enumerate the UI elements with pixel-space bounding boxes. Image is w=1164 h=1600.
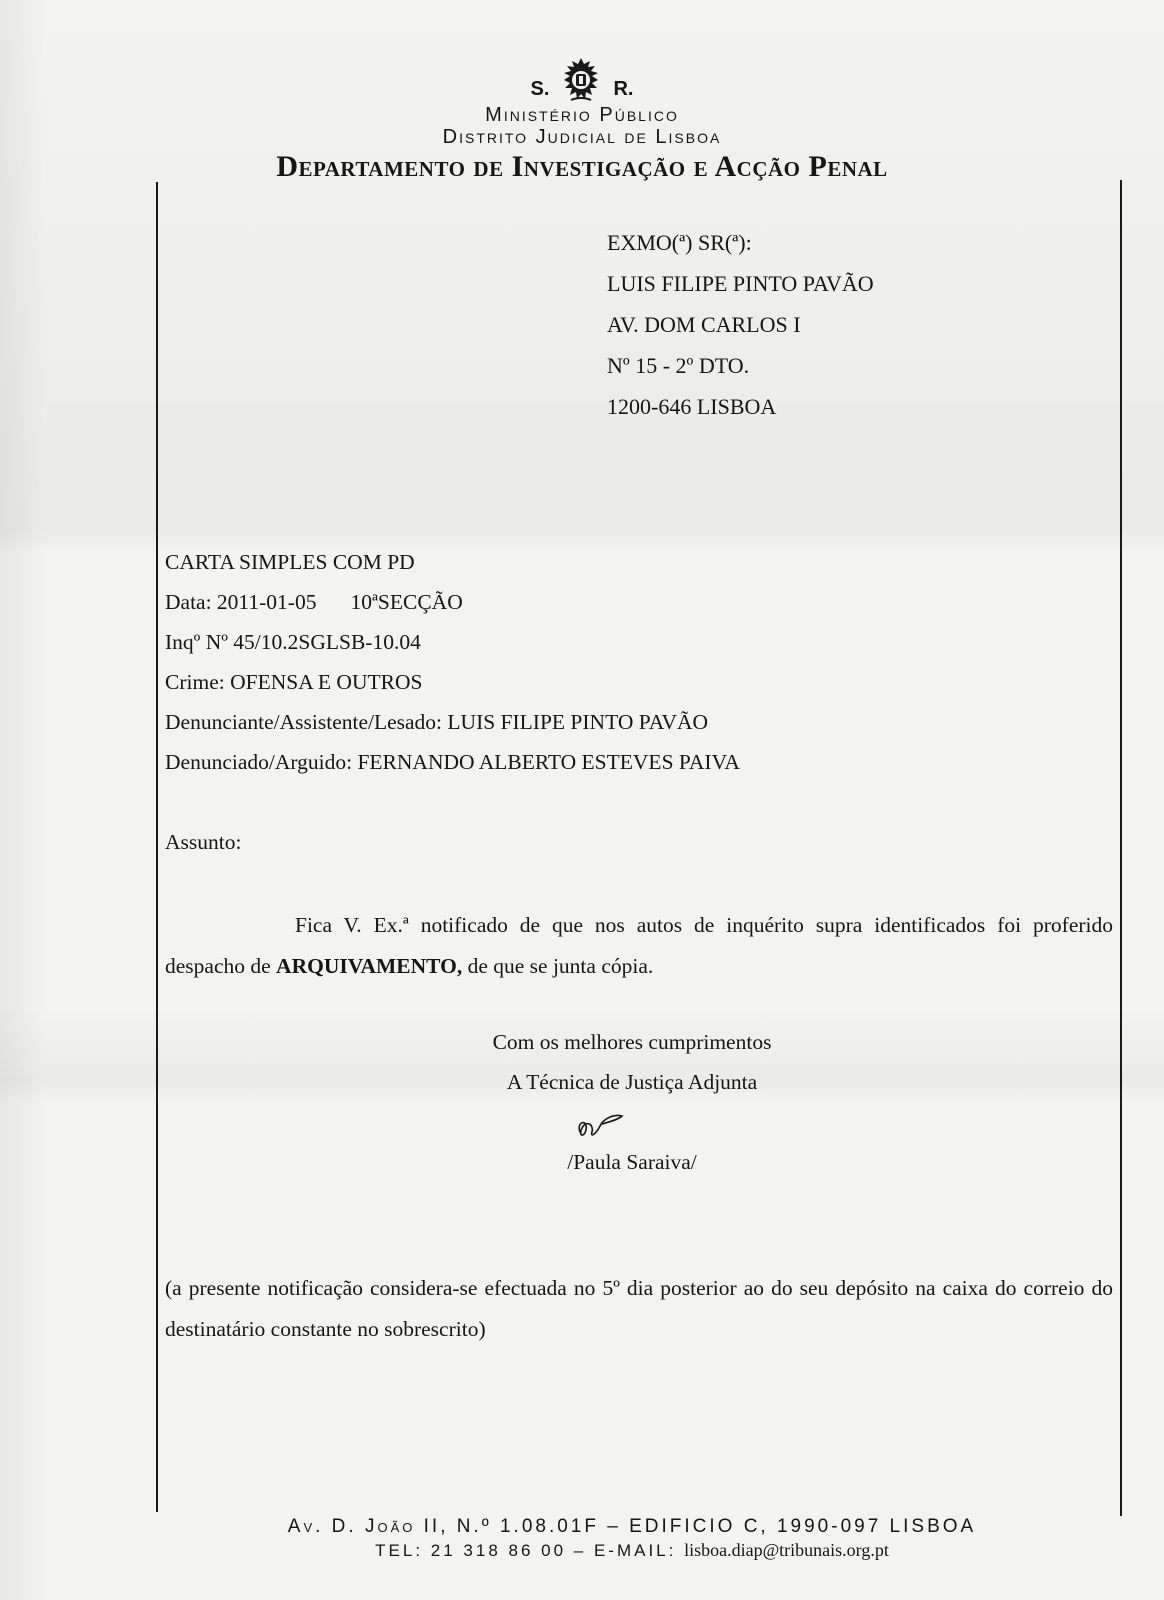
recipient-number: Nº 15 - 2º DTO.	[607, 353, 750, 378]
recipient-postal-code: 1200-646 LISBOA	[607, 394, 777, 419]
letterhead-crest-row	[0, 56, 1164, 104]
letter-date: Data: 2011-01-05	[165, 590, 317, 614]
accused: Denunciado/Arguido: FERNANDO ALBERTO ESTEVES PAIVA	[165, 750, 740, 774]
footer-address: Av. D. João II, N.º 1.08.01F – EDIFICIO C, 1990-097 LISBOA	[287, 1516, 977, 1537]
section-label: 10ªSECÇÃO	[350, 590, 463, 614]
signer-name: /Paula Saraiva/	[567, 1150, 697, 1174]
judicial-district: Distrito Judicial de Lisboa	[442, 126, 722, 148]
body-text-part1: Fica V. Ex.ª notificado de que nos autos de inquérito supra identificados foi proferido despacho de	[165, 913, 1113, 978]
crime-type: Crime: OFENSA E OUTROS	[165, 670, 423, 694]
subject-label: Assunto:	[165, 830, 242, 854]
recipient-street: AV. DOM CARLOS I	[607, 312, 801, 337]
footer-contact	[0, 1540, 1164, 1561]
handwritten-signature-icon	[574, 1108, 628, 1142]
letter-type: CARTA SIMPLES COM PD	[165, 550, 415, 574]
complainant: Denunciante/Assistente/Lesado: LUIS FILIPE PINTO PAVÃO	[165, 710, 709, 734]
coat-of-arms-icon	[557, 56, 605, 104]
recipient-name: LUIS FILIPE PINTO PAVÃO	[607, 271, 874, 296]
left-margin-rule	[156, 182, 158, 1512]
signer-title: A Técnica de Justiça Adjunta	[506, 1070, 758, 1094]
closing-greeting: Com os melhores cumprimentos	[492, 1030, 772, 1054]
case-details	[165, 542, 740, 782]
inquiry-number: Inqº Nº 45/10.2SGLSB-10.04	[165, 630, 421, 654]
right-margin-rule	[1120, 180, 1122, 1516]
body-bold-decision: ARQUIVAMENTO,	[276, 954, 463, 978]
department-title: Departamento de Investigação e Acção Penal	[276, 150, 888, 183]
letterhead-left-letter: S.	[530, 77, 550, 100]
notification-note: (a presente notificação considera-se efectuada no 5º dia posterior ao do seu depósito na caixa do correio do destinatário constante no sobrescrito)	[165, 1276, 1113, 1341]
recipient-salutation: EXMO(ª) SR(ª):	[607, 230, 752, 255]
letterhead-right-letter: R.	[613, 77, 634, 100]
footer-telephone: TEL: 21 318 86 00 – E-MAIL:	[375, 1541, 677, 1560]
body-text-part2: de que se junta cópia.	[462, 954, 654, 978]
footer-email: lisboa.diap@tribunais.org.pt	[684, 1540, 889, 1560]
ministry-name: Ministério Público	[485, 104, 679, 126]
recipient-address-block	[607, 222, 874, 427]
date-section-line	[165, 582, 740, 622]
notification-body	[165, 905, 1113, 987]
